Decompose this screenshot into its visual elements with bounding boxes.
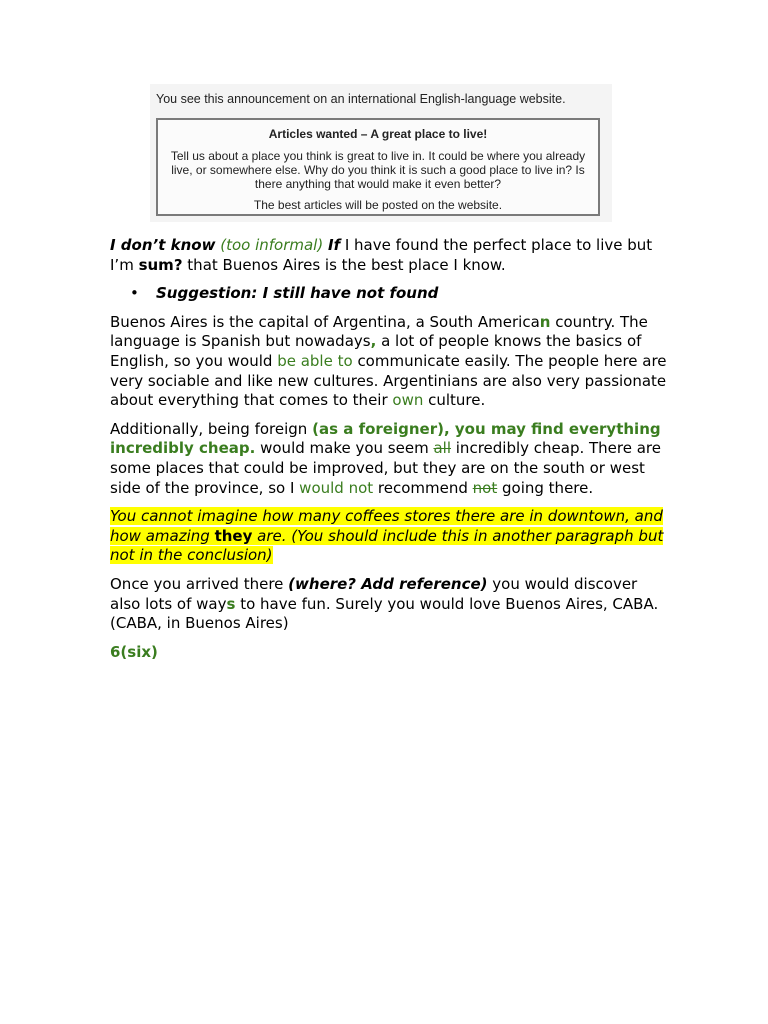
correction-comment: (where? Add reference) (288, 574, 488, 593)
prompt-footer: The best articles will be posted on the website. (253, 198, 503, 212)
text-run: culture. (423, 391, 486, 410)
text-run: you would discover also lots of way (110, 574, 638, 613)
highlighted-bold-word: they (214, 526, 253, 545)
task-prompt-image (150, 84, 612, 222)
flagged-phrase: I don’t know (110, 236, 216, 254)
paragraph-2 (110, 313, 670, 411)
text-run: Buenos Aires is the capital of Argentina, a South America (110, 312, 540, 331)
highlighted-text: are. (You should include this in another paragraph but not in the conclusion) (110, 526, 664, 565)
prompt-title: Articles wanted – A great place to live! (268, 127, 488, 141)
bullet-icon: • (130, 284, 139, 303)
correction-insert: n (539, 312, 551, 331)
text-run: to have fun. Surely you would love Buenos Aires, CABA. (CABA, in Buenos Aires) (110, 594, 659, 633)
correction-delete: not (472, 478, 498, 497)
text-run: going there. (497, 478, 594, 497)
text-run: that Buenos Aires is the best place I know. (182, 255, 506, 274)
correction-insert: would not (299, 478, 374, 497)
correction-insert: own (392, 391, 424, 410)
essay-body (110, 236, 670, 671)
text-run: Additionally, being foreign (110, 419, 313, 438)
paragraph-5 (110, 575, 670, 634)
paragraph-3 (110, 420, 670, 498)
text-run: incredibly cheap. There are some places that could be improved, but they are on the south or west side of the province, so I (110, 439, 661, 497)
correction-insert: s (226, 594, 236, 613)
grade: 6(six) (110, 642, 158, 661)
correction-insert: , (370, 332, 377, 351)
text-run: communicate easily. The people here are very sociable and like new cultures. Argentinians are also very passionate about everything that comes to their (110, 351, 667, 410)
paragraph-4-highlighted (110, 507, 670, 566)
highlighted-text: You cannot imagine how many coffees stores there are in downtown, and how amazing (110, 507, 663, 545)
text-run: country. The language is Spanish but nowadays (110, 312, 648, 351)
prompt-intro: You see this announcement on an international English-language website. (156, 92, 566, 106)
text-run: recommend (373, 478, 473, 497)
suggestion-text: Suggestion: I still have not found (156, 284, 439, 303)
text-run: I have found the perfect place to live but I’m (110, 236, 653, 274)
text-run: a lot of people knows the basics of English, so you would (110, 332, 642, 370)
correction-insert: be able to (277, 351, 353, 370)
paragraph-1 (110, 236, 670, 275)
suggestion-bullet (110, 284, 670, 304)
correction-comment: (too informal) (220, 236, 324, 254)
flagged-word: If (327, 236, 341, 254)
correction-delete: all (433, 439, 451, 458)
correction-insert: (as a foreigner), you may find everything incredibly cheap. (110, 419, 661, 458)
prompt-box (156, 118, 600, 216)
prompt-body: Tell us about a place you think is great to live in. It could be where you already live, or somewhere else. Why do you think it is such a good place to live in? Is there anything that would make it even better? (170, 149, 586, 191)
flagged-word: sum? (138, 255, 183, 274)
text-run: Once you arrived there (110, 574, 289, 593)
text-run: would make you seem (255, 439, 434, 458)
